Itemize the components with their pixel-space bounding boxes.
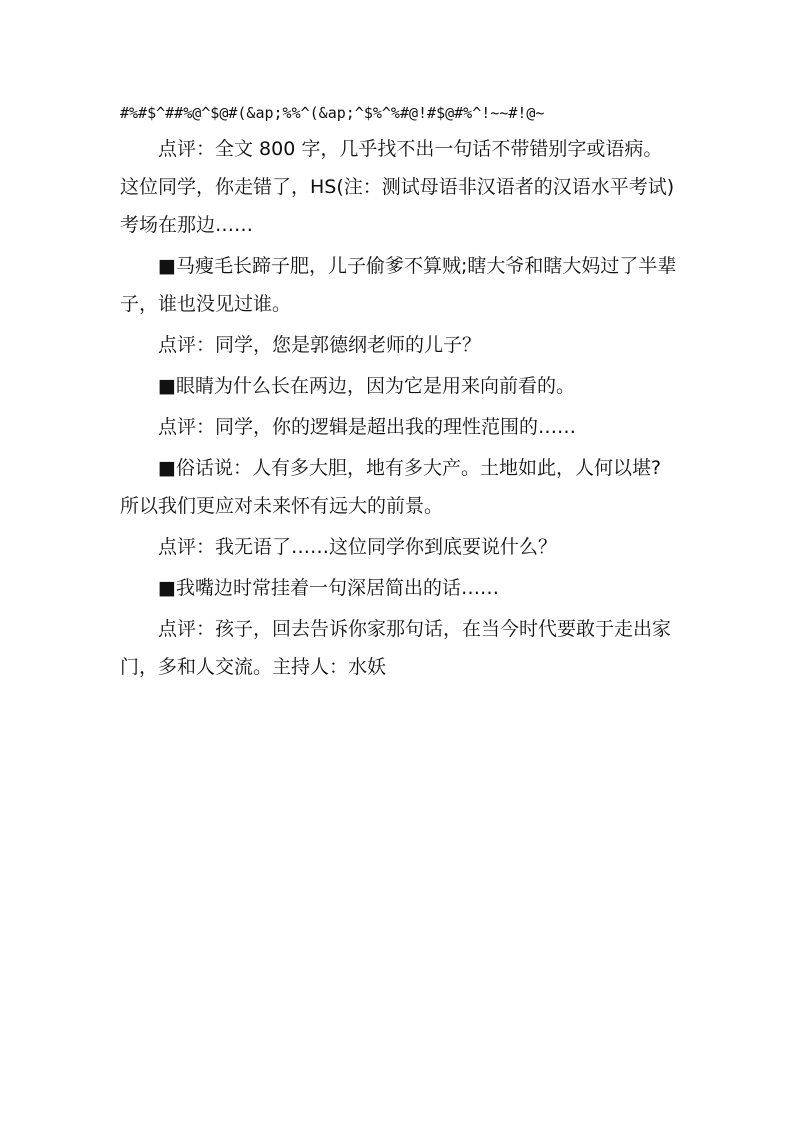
example-paragraph: ■俗话说：人有多大胆，地有多大产。土地如此，人何以堪?所以我们更应对未来怀有远大的前景。	[120, 457, 662, 517]
comment-paragraph: 点评：同学，您是郭德纲老师的儿子？	[158, 334, 482, 356]
example-paragraph: ■眼睛为什么长在两边，因为它是用来向前看的。	[158, 375, 575, 397]
comment-paragraph: 点评：同学，你的逻辑是超出我的理性范围的……	[158, 416, 577, 438]
document-body	[120, 96, 680, 686]
comment-paragraph: 点评：全文 800 字，几乎找不出一句话不带错别字或语病。这位同学，你走错了，HS(注：测试母语非汉语者的汉语水平考试)考场在那边……	[120, 138, 675, 236]
example-paragraph: ■马瘦毛长蹄子肥，儿子偷爹不算贼;瞎大爷和瞎大妈过了半辈子，谁也没见过谁。	[120, 255, 677, 315]
example-paragraph: ■我嘴边时常挂着一句深居简出的话……	[158, 577, 499, 599]
comment-paragraph: 点评：我无语了……这位同学你到底要说什么？	[158, 536, 558, 558]
comment-paragraph: 点评：孩子，回去告诉你家那句话，在当今时代要敢于走出家门，多和人交流。主持人：水妖	[120, 618, 672, 678]
garbled-text-line: #%#$^##%@^$@#(&ap;%%^(&ap;^$%^%#@!#$@#%^!~~#!@~	[120, 104, 545, 122]
